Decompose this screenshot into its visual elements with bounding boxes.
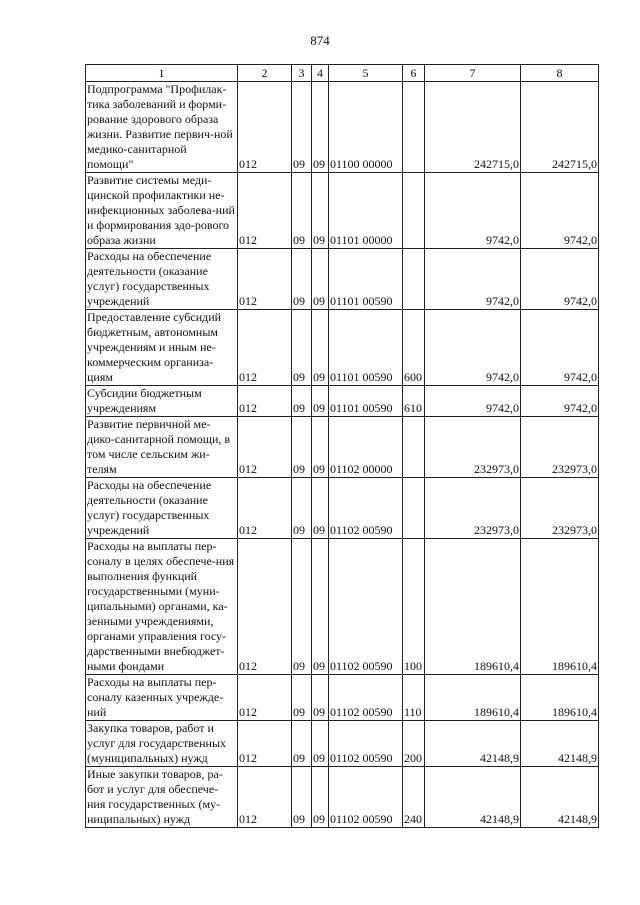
table-row xyxy=(86,386,599,417)
section-code-cell: 09 xyxy=(292,478,312,539)
expense-type-cell: 110 xyxy=(403,675,425,721)
row-name-cell: Расходы на выплаты пер-соналу в целях обеспече-ния выполнения функций государственными (муни-ципальными) органами, ка-зенными учреждениями, органами управления госу-дарственными внебюджет-ными фондами xyxy=(86,539,238,675)
row-name-cell: Расходы на обеспечение деятельности (оказание услуг) государственных учреждений xyxy=(86,249,238,310)
amount-col7-cell: 9742,0 xyxy=(425,173,521,249)
row-name-cell: Иные закупки товаров, ра-бот и услуг для обеспече-ния государственных (му-ниципальных) нужд xyxy=(86,767,238,828)
ministry-code-cell: 012 xyxy=(238,82,292,173)
target-article-cell: 01101 00000 xyxy=(329,173,403,249)
expense-type-cell: 100 xyxy=(403,539,425,675)
target-article-cell: 01102 00590 xyxy=(329,478,403,539)
section-code-cell: 09 xyxy=(292,721,312,767)
expense-type-cell: 610 xyxy=(403,386,425,417)
amount-col8-cell: 9742,0 xyxy=(521,386,599,417)
column-header: 4 xyxy=(312,65,329,82)
table-row xyxy=(86,173,599,249)
table-row xyxy=(86,539,599,675)
target-article-cell: 01102 00590 xyxy=(329,539,403,675)
amount-col8-cell: 42148,9 xyxy=(521,767,599,828)
page-number: 874 xyxy=(310,33,330,48)
ministry-code-cell: 012 xyxy=(238,310,292,386)
table-row xyxy=(86,249,599,310)
amount-col8-cell: 242715,0 xyxy=(521,82,599,173)
ministry-code-cell: 012 xyxy=(238,417,292,478)
expense-type-cell: 200 xyxy=(403,721,425,767)
target-article-cell: 01101 00590 xyxy=(329,249,403,310)
ministry-code-cell: 012 xyxy=(238,173,292,249)
column-header: 6 xyxy=(403,65,425,82)
row-name-cell: Развитие первичной ме-дико-санитарной помощи, в том числе сельским жи-телям xyxy=(86,417,238,478)
table-row xyxy=(86,82,599,173)
column-header: 5 xyxy=(329,65,403,82)
expense-type-cell xyxy=(403,82,425,173)
target-article-cell: 01102 00590 xyxy=(329,675,403,721)
ministry-code-cell: 012 xyxy=(238,721,292,767)
row-name-cell: Расходы на выплаты пер-соналу казенных учрежде-ний xyxy=(86,675,238,721)
amount-col7-cell: 232973,0 xyxy=(425,478,521,539)
row-name-cell: Субсидии бюджетным учреждениям xyxy=(86,386,238,417)
subsection-code-cell: 09 xyxy=(312,173,329,249)
amount-col8-cell: 9742,0 xyxy=(521,173,599,249)
target-article-cell: 01102 00590 xyxy=(329,767,403,828)
section-code-cell: 09 xyxy=(292,767,312,828)
amount-col8-cell: 9742,0 xyxy=(521,249,599,310)
amount-col7-cell: 232973,0 xyxy=(425,417,521,478)
header-row xyxy=(86,65,599,82)
subsection-code-cell: 09 xyxy=(312,249,329,310)
ministry-code-cell: 012 xyxy=(238,249,292,310)
subsection-code-cell: 09 xyxy=(312,767,329,828)
amount-col7-cell: 9742,0 xyxy=(425,310,521,386)
amount-col7-cell: 242715,0 xyxy=(425,82,521,173)
table-row xyxy=(86,417,599,478)
amount-col7-cell: 9742,0 xyxy=(425,386,521,417)
amount-col7-cell: 9742,0 xyxy=(425,249,521,310)
row-name-cell: Предоставление субсидий бюджетным, автономным учреждениям и иным не-коммерческим организа-циям xyxy=(86,310,238,386)
section-code-cell: 09 xyxy=(292,249,312,310)
amount-col7-cell: 42148,9 xyxy=(425,721,521,767)
target-article-cell: 01102 00000 xyxy=(329,417,403,478)
expense-type-cell xyxy=(403,478,425,539)
table-row xyxy=(86,721,599,767)
amount-col8-cell: 189610,4 xyxy=(521,539,599,675)
row-name-cell: Расходы на обеспечение деятельности (оказание услуг) государственных учреждений xyxy=(86,478,238,539)
ministry-code-cell: 012 xyxy=(238,386,292,417)
ministry-code-cell: 012 xyxy=(238,478,292,539)
table-row xyxy=(86,767,599,828)
section-code-cell: 09 xyxy=(292,386,312,417)
table-row xyxy=(86,478,599,539)
expense-type-cell xyxy=(403,249,425,310)
expense-type-cell: 240 xyxy=(403,767,425,828)
row-name-cell: Закупка товаров, работ и услуг для государственных (муниципальных) нужд xyxy=(86,721,238,767)
subsection-code-cell: 09 xyxy=(312,721,329,767)
amount-col8-cell: 232973,0 xyxy=(521,417,599,478)
subsection-code-cell: 09 xyxy=(312,675,329,721)
column-header: 1 xyxy=(86,65,238,82)
column-header: 7 xyxy=(425,65,521,82)
row-name-cell: Развитие системы меди-цинской профилактики не-инфекционных заболева-ний и формирования здо-рового образа жизни xyxy=(86,173,238,249)
subsection-code-cell: 09 xyxy=(312,417,329,478)
section-code-cell: 09 xyxy=(292,539,312,675)
amount-col8-cell: 42148,9 xyxy=(521,721,599,767)
subsection-code-cell: 09 xyxy=(312,82,329,173)
amount-col8-cell: 9742,0 xyxy=(521,310,599,386)
section-code-cell: 09 xyxy=(292,82,312,173)
section-code-cell: 09 xyxy=(292,675,312,721)
expense-type-cell xyxy=(403,417,425,478)
table-row xyxy=(86,675,599,721)
target-article-cell: 01100 00000 xyxy=(329,82,403,173)
column-header: 8 xyxy=(521,65,599,82)
budget-table xyxy=(85,64,599,828)
subsection-code-cell: 09 xyxy=(312,310,329,386)
amount-col7-cell: 42148,9 xyxy=(425,767,521,828)
ministry-code-cell: 012 xyxy=(238,539,292,675)
ministry-code-cell: 012 xyxy=(238,767,292,828)
section-code-cell: 09 xyxy=(292,310,312,386)
expense-type-cell xyxy=(403,173,425,249)
table-row xyxy=(86,310,599,386)
subsection-code-cell: 09 xyxy=(312,539,329,675)
amount-col8-cell: 232973,0 xyxy=(521,478,599,539)
amount-col8-cell: 189610,4 xyxy=(521,675,599,721)
row-name-cell: Подпрограмма "Профилак-тика заболеваний и форми-рование здорового образа жизни. Развитие первич-ной медико-санитарной помощи" xyxy=(86,82,238,173)
expense-type-cell: 600 xyxy=(403,310,425,386)
amount-col7-cell: 189610,4 xyxy=(425,675,521,721)
section-code-cell: 09 xyxy=(292,173,312,249)
subsection-code-cell: 09 xyxy=(312,478,329,539)
ministry-code-cell: 012 xyxy=(238,675,292,721)
amount-col7-cell: 189610,4 xyxy=(425,539,521,675)
column-header: 2 xyxy=(238,65,292,82)
column-header: 3 xyxy=(292,65,312,82)
subsection-code-cell: 09 xyxy=(312,386,329,417)
target-article-cell: 01101 00590 xyxy=(329,310,403,386)
target-article-cell: 01101 00590 xyxy=(329,386,403,417)
section-code-cell: 09 xyxy=(292,417,312,478)
target-article-cell: 01102 00590 xyxy=(329,721,403,767)
